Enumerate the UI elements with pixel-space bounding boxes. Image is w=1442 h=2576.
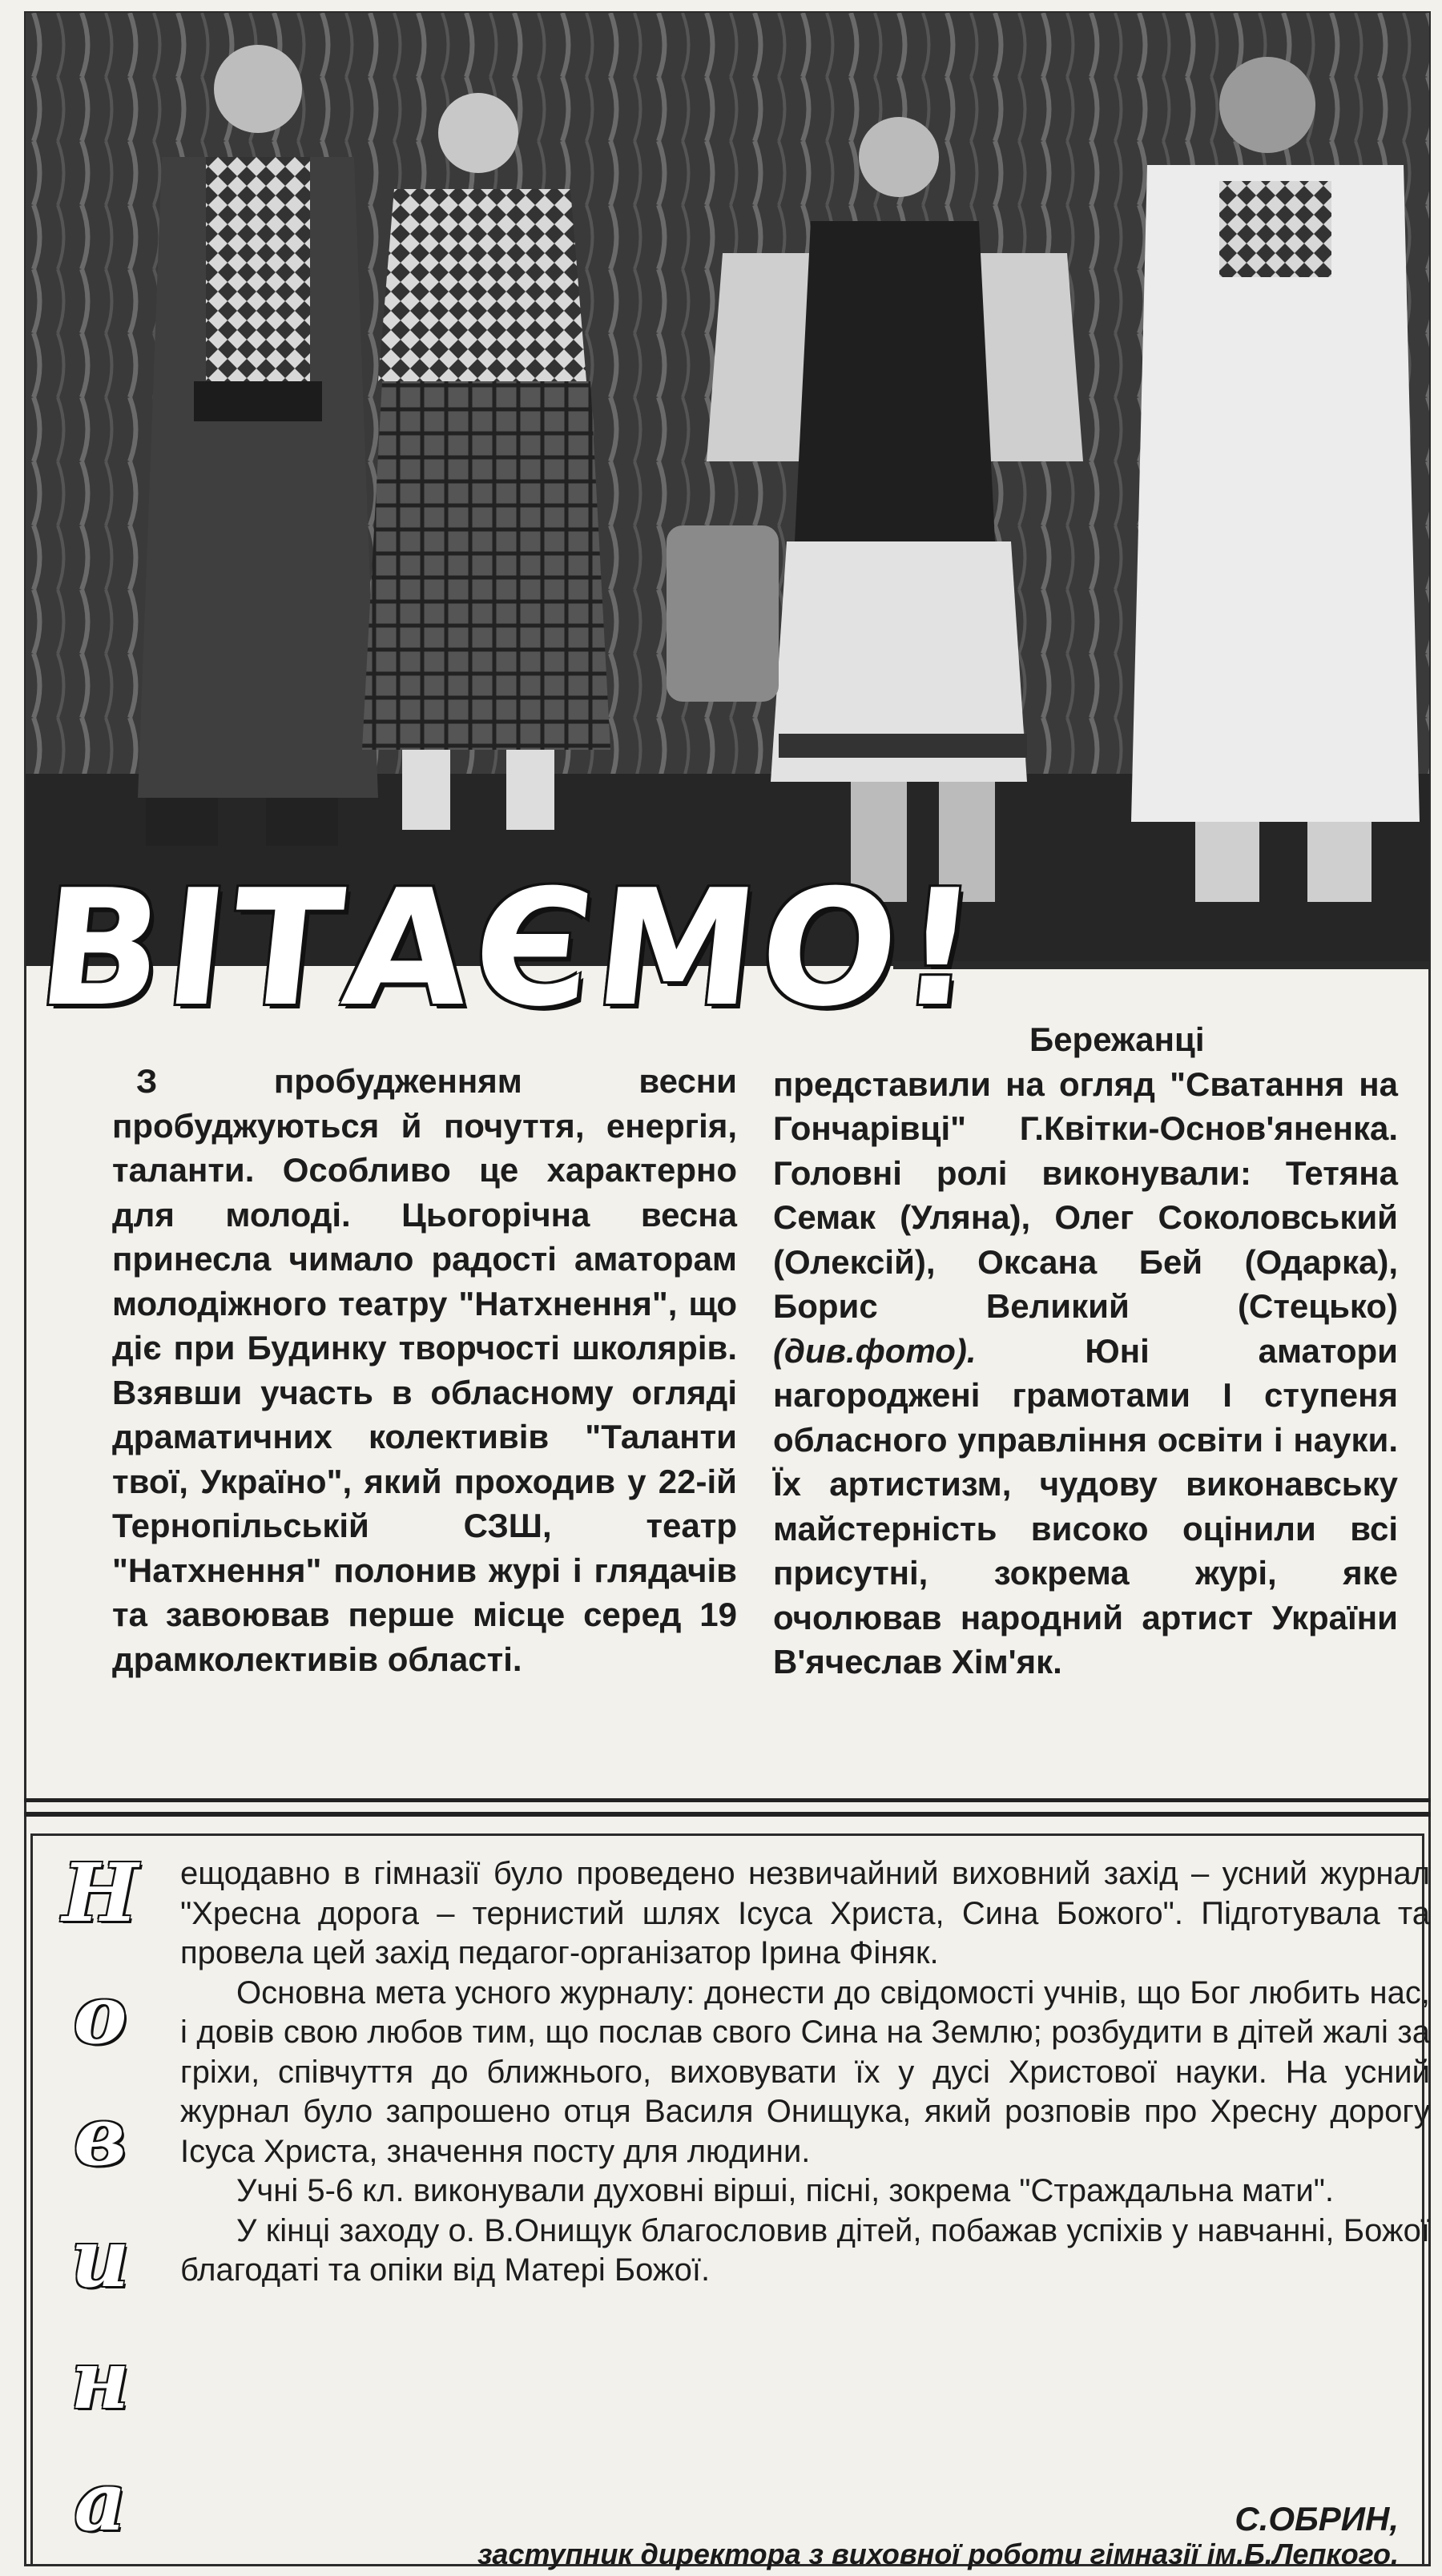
article-theatre xyxy=(24,969,1431,1802)
actor-figure-1 xyxy=(138,45,378,846)
news-paragraph: Учні 5-6 кл. виконували духовні вірші, пісні, зокрема "Страждальна мати". xyxy=(236,2173,1335,2208)
news-section xyxy=(24,1830,1431,2568)
news-paragraph: ещодавно в гімназії було проведено незвичайний виховний захід – усний журнал "Хресна дорога – тернистий шлях Ісуса Христа, Сина Божого". Підготувала та провела цей захід педагог-організатор Ірина Фіняк. xyxy=(180,1856,1430,1970)
article-right-column xyxy=(773,1017,1398,1684)
vertical-title-letter: в xyxy=(74,2089,127,2184)
vertical-title-letter: и xyxy=(70,2211,130,2305)
actor-figure-4 xyxy=(1131,57,1420,902)
news-paragraph: У кінці заходу о. В.Онищук благословив дітей, побажав успіхів у навчанні, Божої благодаті та опіки від Матері Божої. xyxy=(180,2212,1430,2288)
news-body xyxy=(180,1854,1430,2291)
article-right-text-end: Юні аматори нагороджені грамотами І ступеня обласного управління освіти і науки. Їх артистизм, чудову виконавську майстерність високо оцінили всі присутні, зокрема журі, яке очолював народний артист України В'ячеслав Хім'як. xyxy=(773,1331,1398,1680)
article-left-paragraph: З пробудженням весни пробуджуються й почуття, енергія, таланти. Особливо це характерно для молоді. Цьогорічна весна принесла чимало радості аматорам молодіжного театру "Натхнення", що діє при Будинку творчості школярів. Взявши участь в обласному огляді драматичних колективів "Таланти твої, Україно", який проходив у 22-ій Тернопільській СЗШ, театр "Натхнення" полонив журі і глядачів та завоював перше місце серед 19 драмколективів області. xyxy=(112,1062,737,1678)
theatre-photo xyxy=(26,13,1429,966)
news-paragraph: Основна мета усного журналу: донести до свідомості учнів, що Бог любить нас, і довів свою любов тим, що послав свого Сина на Землю; розбудити в дітей жалі за гріхи, співчуття до ближнього, виховувати їх у дусі Христової науки. На усний журнал було запрошено отця Василя Онищука, який розповів про Хресну дорогу Ісуса Христа, значення посту для людини. xyxy=(180,1974,1430,2169)
article-right-text-start: Бережанці представили на огляд "Сватання на Гончарівці" Г.Квітки-Основ'яненка. Головні ролі виконували: Тетяна Семак (Уляна), Олег Соколовський (Олексій), Оксана Бей (Одарка), Борис Великий (Стецько) xyxy=(773,1020,1398,1325)
vertical-title-letter: н xyxy=(70,2332,130,2427)
headline-vitaemo: ВІТАЄМО! xyxy=(30,855,990,1042)
author-name: С.ОБРИН, xyxy=(1235,2500,1399,2538)
signature-block xyxy=(477,2502,1399,2572)
author-role: заступник директора з виховної роботи гімназії ім.Б.Лепкого. xyxy=(477,2538,1399,2570)
vertical-title-letter: Н xyxy=(62,1845,139,1940)
theatre-actors-photo-icon xyxy=(26,13,1429,966)
article-left-column xyxy=(112,1059,737,1681)
vertical-title-letter: о xyxy=(73,1967,127,2062)
vertical-title-letter: а xyxy=(74,2454,127,2549)
article-right-paragraph xyxy=(773,1017,1398,1684)
section-divider xyxy=(24,1812,1431,1817)
vertical-title-novyna xyxy=(48,1845,152,2550)
photo-reference: (див.фото). xyxy=(773,1331,977,1370)
